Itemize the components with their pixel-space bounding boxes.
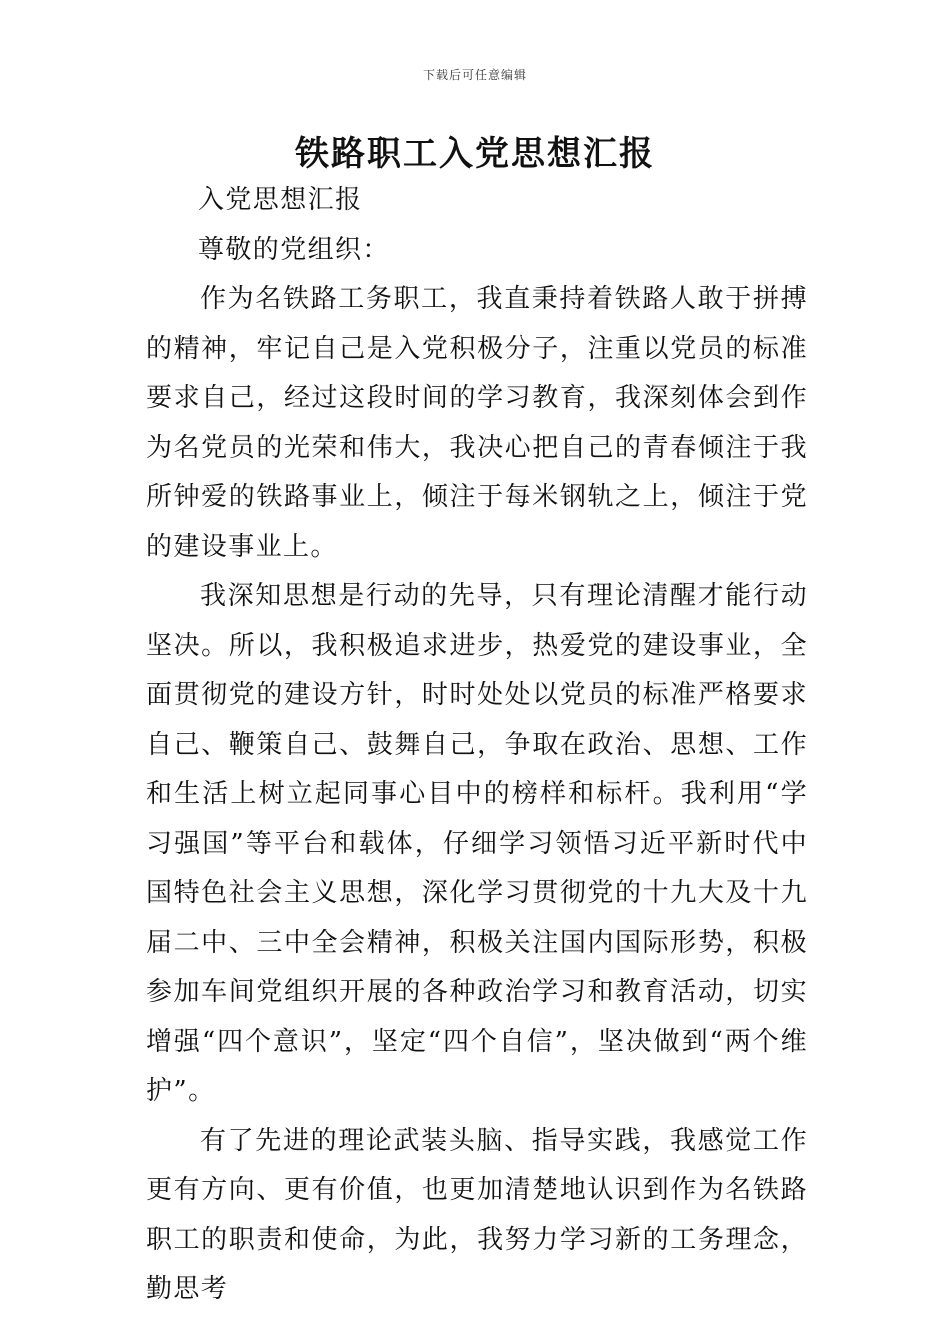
salutation-line: 尊敬的党组织：: [198, 234, 390, 265]
paragraph-2: 我深知思想是行动的先导，只有理论清醒才能行动坚决。所以，我积极追求进步，热爱党的建设事业，全面贯彻党的建设方针，时时处处以党员的标准严格要求自己、鞭策自己、鼓舞自己，争取在政治、思想、工作和生活上树立起同事心目中的榜样和标杆。我利用“学习强国”等平台和载体，仔细学习领悟习近平新时代中国特色社会主义思想，深化学习贯彻党的十九大及十九届二中、三中全会精神，积极关注国内国际形势，积极参加车间党组织开展的各种政治学习和教育活动，切实增强“四个意识”，坚定“四个自信”，坚决做到“两个维护”。: [146, 581, 808, 1106]
paragraph-3: 有了先进的理论武装头脑、指导实践，我感觉工作更有方向、更有价值，也更加清楚地认识到作为名铁路职工的职责和使命，为此，我努力学习新的工务理念，勤思考: [146, 1125, 808, 1304]
document-title: 铁路职工入党思想汇报: [295, 134, 655, 174]
subtitle-line: 入党思想汇报: [198, 185, 363, 215]
header-note: 下载后可任意编辑: [422, 68, 527, 82]
paragraph-1: 作为名铁路工务职工，我直秉持着铁路人敢于拼搏的精神，牢记自己是入党积极分子，注重以党员的标准要求自己，经过这段时间的学习教育，我深刻体会到作为名党员的光荣和伟大，我决心把自己的青春倾注于我所钟爱的铁路事业上，倾注于每米钢轨之上，倾注于党的建设事业上。: [146, 284, 808, 562]
document-body: [146, 176, 808, 1315]
